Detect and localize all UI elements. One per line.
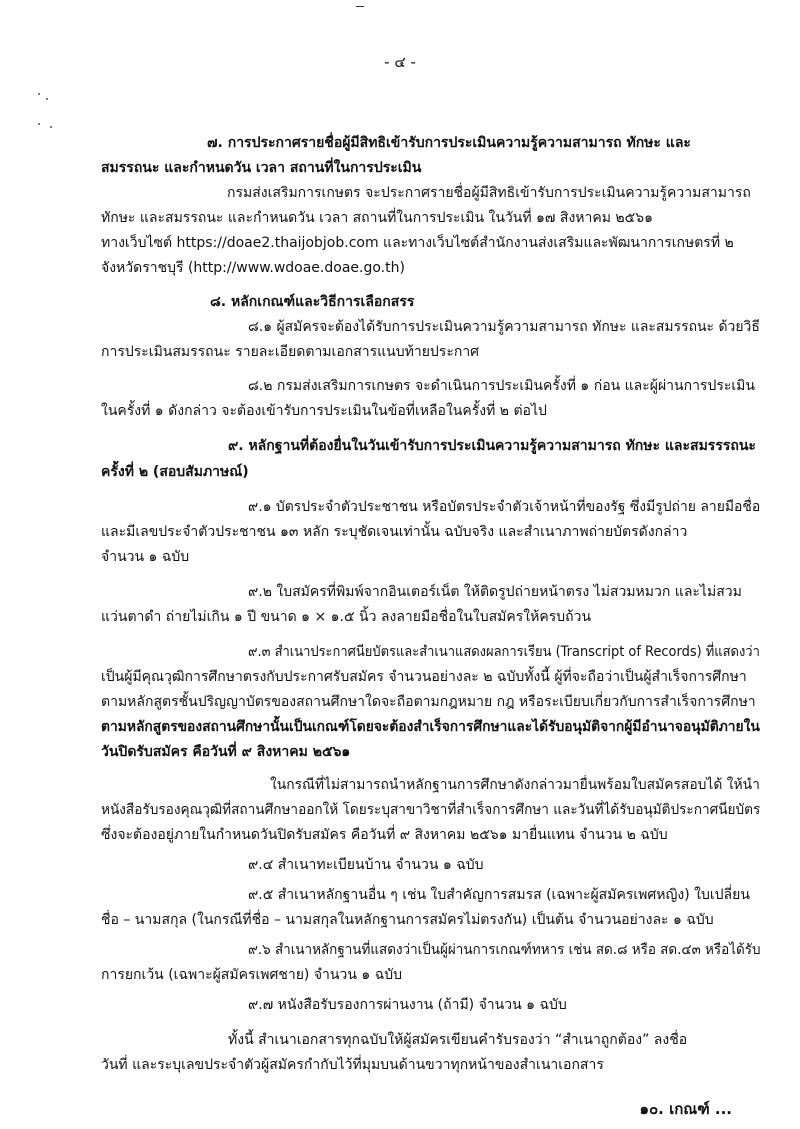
- paragraph-line: ชื่อ – นามสกุล (ในกรณีที่ชื่อ – นามสกุลในหลักฐานการสมัครไม่ตรงกัน) เป็นต้น จำนวนอย่างละ ๑ ฉบับ: [101, 912, 714, 928]
- paragraph-line: จำนวน ๑ ฉบับ: [101, 549, 190, 565]
- paragraph-line: ซึ่งจะต้องอยู่ภายในกำหนดวันปิดรับสมัคร คือวันที่ ๙ สิงหาคม ๒๕๖๑ มายื่นแทน จำนวน ๒ ฉบับ: [101, 827, 668, 843]
- scan-speck: [38, 93, 40, 95]
- paragraph-line: ตามหลักสูตรชั้นปริญญาบัตรของสถานศึกษาใดจะถือตามกฎหมาย กฎ หรือระเบียบเกี่ยวกับการสำเร็จการศึกษา: [101, 694, 756, 710]
- paragraph-line: จังหวัดราชบุรี (http://www.wdoae.doae.go.th): [101, 260, 405, 276]
- item-9-5: ๙.๕ สำเนาหลักฐานอื่น ๆ เช่น ใบสำคัญการสมรส (เฉพาะผู้สมัครเพศหญิง) ใบเปลี่ยน: [248, 887, 750, 903]
- scan-speck: [46, 98, 48, 100]
- paragraph-line: การยกเว้น (เฉพาะผู้สมัครเพศชาย) จำนวน ๑ ฉบับ: [101, 967, 402, 983]
- continuation-marker: ๑๐. เกณฑ์ ...: [639, 1100, 732, 1118]
- paragraph-line: วันปิดรับสมัคร คือวันที่ ๙ สิงหาคม ๒๕๖๑: [101, 744, 351, 760]
- top-mark: [356, 6, 364, 7]
- section-9-heading-cont: ครั้งที่ ๒ (สอบสัมภาษณ์): [101, 464, 249, 480]
- item-8-1: ๘.๑ ผู้สมัครจะต้องได้รับการประเมินความรู้ความสามารถ ทักษะ และสมรรถนะ ด้วยวิธี: [248, 319, 760, 335]
- paragraph-line: การประเมินสมรรถนะ รายละเอียดตามเอกสารแนบท้ายประกาศ: [101, 344, 480, 360]
- paragraph-line: และมีเลขประจำตัวประชาชน ๑๓ หลัก ระบุชัดเจนเท่านั้น ฉบับจริง และสำเนาภาพถ่ายบัตรดังกล่าว: [101, 524, 688, 540]
- paragraph-line: ทักษะ และสมรรถนะ และกำหนดวัน เวลา สถานที่ในการประเมิน ในวันที่ ๑๗ สิงหาคม ๒๕๖๑: [101, 210, 654, 226]
- item-9-2: ๙.๒ ใบสมัครที่พิมพ์จากอินเตอร์เน็ต ให้ติดรูปถ่ายหน้าตรง ไม่สวมหมวก และไม่สวม: [248, 584, 742, 600]
- paragraph-line: ทางเว็บไซต์ https://doae2.thaijobjob.com และทางเว็บไซต์สำนักงานส่งเสริมและพัฒนาการเกษตรที่ ๒: [101, 235, 734, 251]
- section-9-heading: ๙. หลักฐานที่ต้องยื่นในวันเข้ารับการประเมินความรู้ความสามารถ ทักษะ และสมรรรถนะ: [228, 438, 756, 454]
- paragraph-line: ในครั้งที่ ๑ ดังกล่าว จะต้องเข้ารับการประเมินในข้อที่เหลือในครั้งที่ ๒ ต่อไป: [101, 403, 547, 419]
- closing-note-cont: วันที่ และระบุเลขประจำตัวผู้สมัครกำกับไว้ที่มุมบนด้านขวาทุกหน้าของสำเนาเอกสาร: [101, 1057, 604, 1073]
- paragraph-line: เป็นผู้มีคุณวุฒิการศึกษาตรงกับประกาศรับสมัคร จำนวนอย่างละ ๒ ฉบับทั้งนี้ ผู้ที่จะถือว่าเป็นผู้สำเร็จการศึกษา: [101, 669, 747, 685]
- page-number: - ๔ -: [384, 53, 416, 71]
- scan-speck: [50, 126, 52, 128]
- item-9-4: ๙.๔ สำเนาทะเบียนบ้าน จำนวน ๑ ฉบับ: [248, 857, 484, 873]
- item-8-2: ๘.๒ กรมส่งเสริมการเกษตร จะดำเนินการประเมินครั้งที่ ๑ ก่อน และผู้ผ่านการประเมิน: [248, 378, 755, 394]
- section-7-heading-cont: สมรรถนะ และกำหนดวัน เวลา สถานที่ในการประเมิน: [101, 160, 422, 176]
- closing-note: ทั้งนี้ สำเนาเอกสารทุกฉบับให้ผู้สมัครเขียนคำรับรองว่า “สำเนาถูกต้อง” ลงชื่อ: [228, 1032, 688, 1048]
- section-7-heading: ๗. การประกาศรายชื่อผู้มีสิทธิเข้ารับการประเมินความรู้ความสามารถ ทักษะ และ: [207, 135, 691, 151]
- item-9-7: ๙.๗ หนังสือรับรองการผ่านงาน (ถ้ามี) จำนวน ๑ ฉบับ: [248, 997, 567, 1013]
- paragraph-line: แว่นตาดำ ถ่ายไม่เกิน ๑ ปี ขนาด ๑ × ๑.๕ นิ้ว ลงลายมือชื่อในใบสมัครให้ครบถ้วน: [101, 609, 592, 625]
- scan-speck: [38, 123, 40, 125]
- item-9-1: ๙.๑ บัตรประจำตัวประชาชน หรือบัตรประจำตัวเจ้าหน้าที่ของรัฐ ซึ่งมีรูปถ่าย ลายมือชื่อ: [248, 499, 761, 515]
- item-9-6: ๙.๖ สำเนาหลักฐานที่แสดงว่าเป็นผู้ผ่านการเกณฑ์ทหาร เช่น สด.๘ หรือ สด.๔๓ หรือได้รับ: [248, 942, 761, 958]
- item-9-3: ๙.๓ สำเนาประกาศนียบัตรและสำเนาแสดงผลการเรียน (Transcript of Records) ที่แสดงว่า: [248, 644, 760, 660]
- paragraph-line: หนังสือรับรองคุณวุฒิที่สถานศึกษาออกให้ โดยระบุสาขาวิชาที่สำเร็จการศึกษา และวันที่ได้รับอนุมัติประกาศนียบัตร: [101, 802, 761, 818]
- paragraph-line: ในกรณีที่ไม่สามารถนำหลักฐานการศึกษาดังกล่าวมายื่นพร้อมใบสมัครสอบได้ ให้นำ: [270, 777, 760, 793]
- section-8-heading: ๘. หลักเกณฑ์และวิธีการเลือกสรร: [210, 294, 415, 310]
- paragraph-line: กรมส่งเสริมการเกษตร จะประกาศรายชื่อผู้มีสิทธิเข้ารับการประเมินความรู้ความสามารถ: [227, 185, 751, 201]
- paragraph-line: ตามหลักสูตรของสถานศึกษานั้นเป็นเกณฑ์โดยจะต้องสำเร็จการศึกษาและได้รับอนุมัติจากผู้มีอำนาจอนุมัติภายใน: [101, 719, 760, 735]
